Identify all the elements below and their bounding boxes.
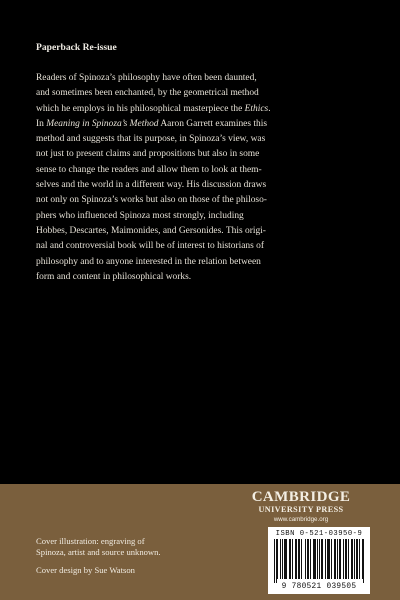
reissue-heading: Paperback Re-issue bbox=[36, 42, 117, 53]
blurb-line-text: Aaron Garrett examines this bbox=[160, 118, 268, 129]
blurb-text bbox=[36, 71, 368, 285]
publisher-url: www.cambridge.org bbox=[273, 516, 329, 523]
cover-credits bbox=[36, 536, 226, 576]
publisher-logo bbox=[236, 490, 366, 524]
blurb-line: form and content in philosophical works. bbox=[36, 271, 192, 282]
barcode bbox=[268, 527, 370, 594]
blurb-line: not only on Spinoza’s works but also on those of the philoso- bbox=[36, 195, 267, 206]
publisher-name: CAMBRIDGE bbox=[251, 489, 351, 505]
blurb-line: Hobbes, Descartes, Maimonides, and Gersonides. This origi- bbox=[36, 225, 266, 236]
illustration-credit-line: Cover illustration: engraving of bbox=[36, 536, 145, 546]
blurb-line: and sometimes been enchanted, by the geometrical method bbox=[36, 88, 259, 99]
blurb-line: method and suggests that its purpose, in Spinoza’s view, was bbox=[36, 134, 266, 145]
blurb-line: sense to change the readers and allow them to look at them- bbox=[36, 164, 262, 175]
publisher-subname: UNIVERSITY PRESS bbox=[258, 505, 344, 514]
barcode-bars-icon bbox=[274, 539, 364, 583]
blurb-line-text: In bbox=[36, 118, 44, 129]
blurb-line: phers who influenced Spinoza most strongly, including bbox=[36, 210, 244, 221]
blurb-line: Readers of Spinoza’s philosophy have often been daunted, bbox=[36, 73, 257, 83]
ean-digits: 9 780521 039505 bbox=[281, 583, 357, 591]
design-credit: Cover design by Sue Watson bbox=[36, 564, 135, 575]
blurb-line: which he employs in his philosophical masterpiece the Ethics. bbox=[36, 103, 271, 114]
blurb-line: not just to present claims and propositions but also in some bbox=[36, 149, 260, 160]
ethics-title: Ethics bbox=[244, 103, 269, 114]
blurb-line: selves and the world in a different way. His discussion draws bbox=[36, 180, 267, 191]
illustration-credit-line: Spinoza, artist and source unknown. bbox=[36, 547, 161, 558]
book-title: Meaning in Spinoza’s Method bbox=[46, 118, 159, 129]
isbn-label: ISBN 0-521-03950-9 bbox=[275, 530, 363, 538]
blurb-line: philosophy and to anyone interested in the relation between bbox=[36, 256, 261, 267]
blurb-line-text: which he employs in his philosophical masterpiece the bbox=[36, 103, 243, 114]
blurb-line: nal and controversial book will be of interest to historians of bbox=[36, 241, 265, 252]
blurb-line bbox=[36, 117, 368, 132]
